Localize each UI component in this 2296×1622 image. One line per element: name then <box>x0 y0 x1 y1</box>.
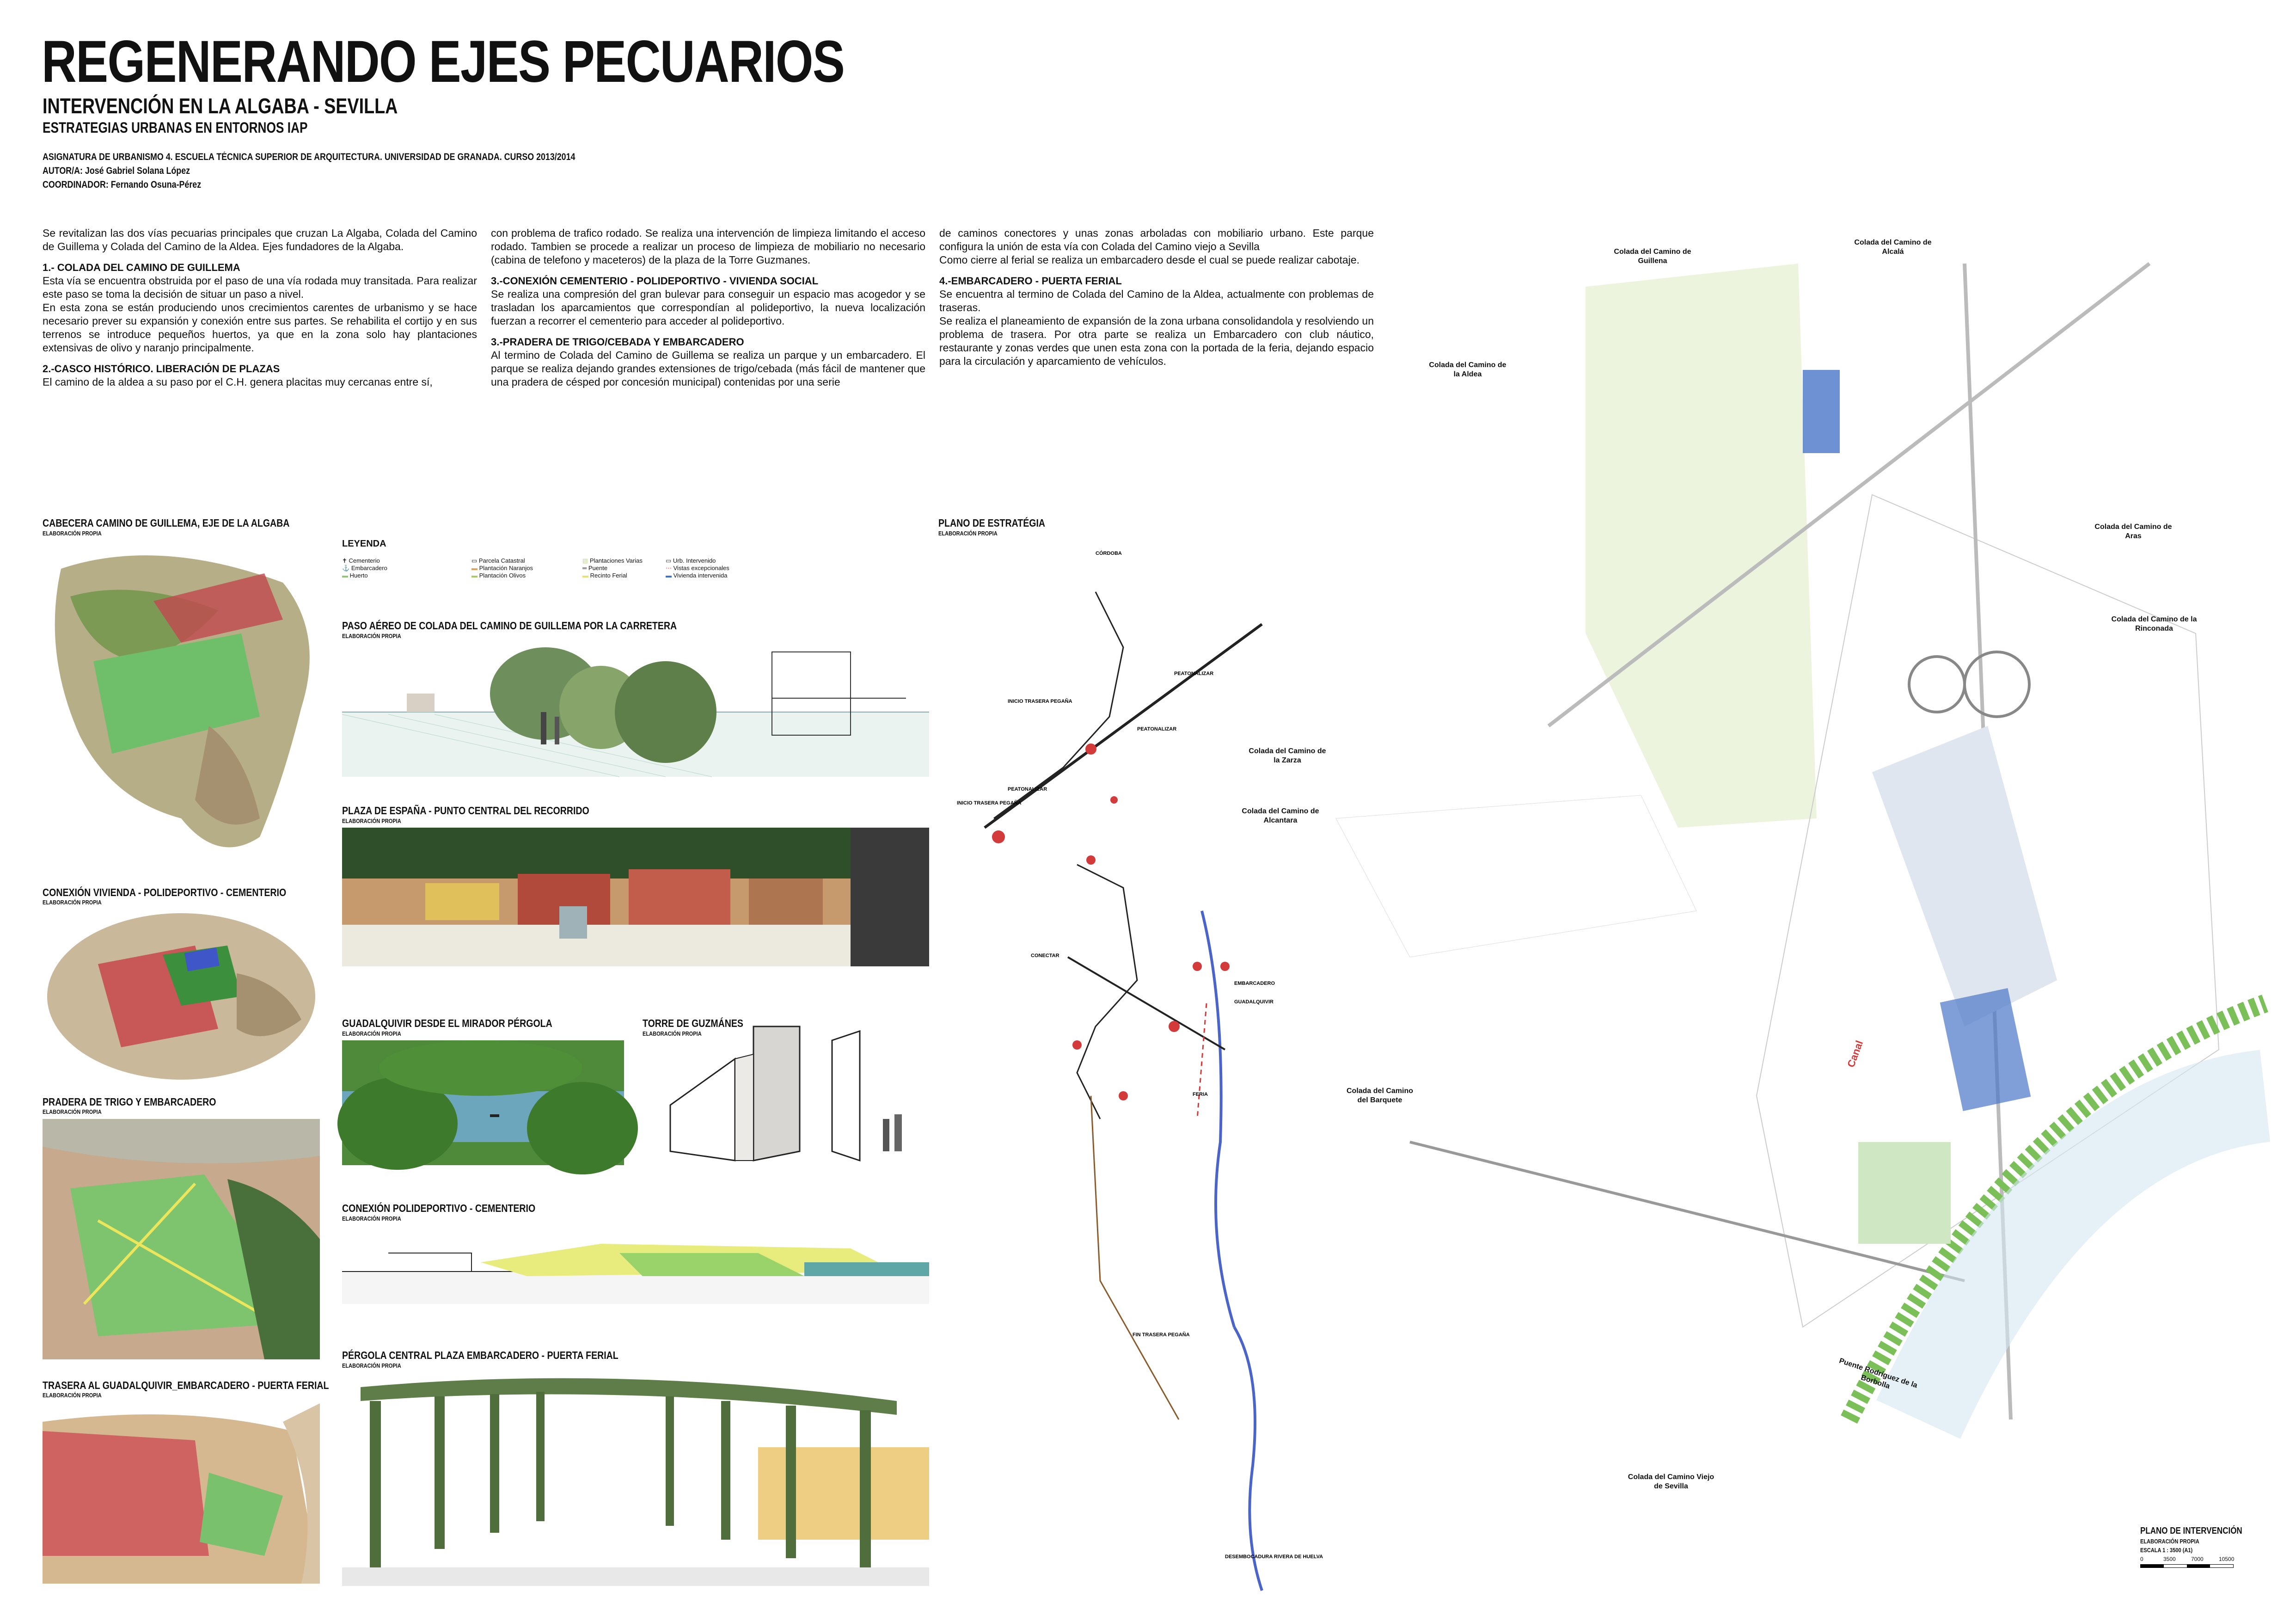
section-subtitle: ELABORACIÓN PROPIA <box>43 899 102 906</box>
scale-tick: 10500 <box>2219 1556 2235 1562</box>
strategy-map <box>938 541 1323 1591</box>
legend-item: Plantación Olivos <box>479 572 526 579</box>
intervention-map <box>1317 217 2288 1466</box>
page-subtitle: INTERVENCIÓN EN LA ALGABA - SEVILLA <box>43 94 398 118</box>
map-label: EMBARCADERO <box>1234 981 1275 986</box>
section-title: PLANO DE ESTRATÉGIA <box>938 517 1046 529</box>
map-label: FIN TRASERA PEGAÑA <box>1133 1332 1190 1338</box>
coordinator-info: COORDINADOR: Fernando Osuna-Pérez <box>43 179 202 190</box>
section-subtitle: ELABORACIÓN PROPIA <box>43 1108 102 1115</box>
legend-title: LEYENDA <box>342 539 386 549</box>
section-title: GUADALQUIVIR DESDE EL MIRADOR PÉRGOLA <box>342 1017 552 1029</box>
section-drawing-paso-aereo <box>342 643 929 777</box>
scale-tick: 7000 <box>2191 1556 2204 1562</box>
legend-item: Urb. Intervenido <box>673 557 716 564</box>
map-label: Canal <box>1845 1038 1866 1069</box>
paragraph: Se realiza una compresión del gran bulevar para conseguir un espacio mas acogedor y se trasladan los aparcamientos que correspondían al polideportivo, la nueva localización fuerzan a recorrer el cementerio para acceder al polideportivo. <box>491 288 925 327</box>
legend-item: Puente <box>588 565 608 571</box>
render-pergola <box>342 1373 929 1586</box>
map-label: CÓRDOBA <box>1096 551 1122 556</box>
section-subtitle: ELABORACIÓN PROPIA <box>43 530 102 537</box>
paragraph: Esta vía se encuentra obstruida por el paso de una vía rodada muy transitada. Para realizar este paso se toma la decisión de situar un paso a nivel. <box>43 275 477 300</box>
scale-bar-graphic <box>2140 1564 2234 1568</box>
paragraph: de caminos conectores y unas zonas arboladas con mobiliario urbano. Este parque configura la unión de esta vía con Colada del Camino viejo a Sevilla <box>939 227 1374 252</box>
ferial-swatch-icon: ▬ <box>582 572 588 579</box>
naranjos-swatch-icon: ▬ <box>471 565 478 571</box>
map-label: CONECTAR <box>1031 953 1059 958</box>
course-info: ASIGNATURA DE URBANISMO 4. ESCUELA TÉCNICA SUPERIOR DE ARQUITECTURA. UNIVERSIDAD DE GRANADA. CURSO 2013/2014 <box>43 152 576 162</box>
photo-plaza-espana <box>342 828 929 966</box>
section-subtitle: ELABORACIÓN PROPIA <box>342 1215 401 1222</box>
section-heading: 3.-PRADERA DE TRIGO/CEBADA Y EMBARCADERO <box>491 336 744 348</box>
section-heading: 4.-EMBARCADERO - PUERTA FERIAL <box>939 275 1122 287</box>
section-drawing-polideportivo <box>342 1225 929 1304</box>
cross-icon: ✝ <box>342 557 347 564</box>
legend-item: Vivienda intervenida <box>673 572 728 579</box>
anchor-icon: ⚓ <box>342 565 350 571</box>
urb-swatch-icon: ▭ <box>666 557 672 564</box>
scale-bar <box>2140 1556 2242 1570</box>
paragraph: con problema de trafico rodado. Se realiza una intervención de limpieza limitando el acceso rodado. Tambien se procede a realizar un proceso de limpieza de mobiliario no necesario (cabina de telefono y maceteros) de la plaza de la Torre Guzmanes. <box>491 227 925 266</box>
views-icon: ⋯ <box>666 565 672 571</box>
huerto-swatch-icon: ▬ <box>342 572 348 579</box>
legend-item: Embarcadero <box>351 565 387 571</box>
legend-item: Recinto Ferial <box>590 572 627 579</box>
section-title: PÉRGOLA CENTRAL PLAZA EMBARCADERO - PUERTA FERIAL <box>342 1349 618 1361</box>
paragraph: En esta zona se están produciendo unos crecimientos carentes de urbanismo y se hace necesario prever su expansión y conexión entre sus partes. Se rehabilita el cortijo y en sus terrenos se introduce pequeños huertos, ya que en la zona solo hay plantaciones extensivas de olivo y naranjo principalmente. <box>43 301 477 354</box>
map-label: Colada del Camino de la Aldea <box>1429 361 1506 378</box>
section-title: PRADERA DE TRIGO Y EMBARCADERO <box>43 1096 216 1108</box>
section-subtitle: ELABORACIÓN PROPIA <box>938 530 998 537</box>
intro-paragraph: Se revitalizan las dos vías pecuarias principales que cruzan La Algaba, Colada del Camino de Guillema y Colada del Camino de la Aldea. Ejes fundadores de la Algaba. <box>43 227 477 252</box>
legend-item: Huerto <box>349 572 368 579</box>
section-subtitle: ELABORACIÓN PROPIA <box>342 1030 401 1037</box>
legend-item: Plantación Naranjos <box>479 565 533 571</box>
map-label: Colada del Camino de Aras <box>2094 523 2172 540</box>
map-label: PEATONALIZAR <box>1008 786 1047 792</box>
page-subtitle-secondary: ESTRATEGIAS URBANAS EN ENTORNOS IAP <box>43 119 308 136</box>
scale-tick: 3500 <box>2163 1556 2176 1562</box>
map-label: FERIA <box>1193 1092 1208 1097</box>
aerial-image-trasera <box>43 1403 320 1584</box>
sketch-torre-guzmanes <box>643 1013 929 1170</box>
paragraph: El camino de la aldea a su paso por el C.H. genera placitas muy cercanas entre sí, <box>43 376 433 388</box>
section-title: CONEXIÓN VIVIENDA - POLIDEPORTIVO - CEMENTERIO <box>43 886 287 898</box>
map-label: Puente Rodríguez de la Borbolla <box>1838 1357 1918 1391</box>
section-title: TRASERA AL GUADALQUIVIR_EMBARCADERO - PUERTA FERIAL <box>43 1379 329 1391</box>
map-label: DESEMBOCADURA RIVERA DE HUELVA <box>1225 1554 1323 1560</box>
paragraph: Como cierre al ferial se realiza un embarcadero desde el cual se puede realizar cabotaje. <box>939 254 1359 266</box>
section-title: PASO AÉREO DE COLADA DEL CAMINO DE GUILLEMA POR LA CARRETERA <box>342 620 677 632</box>
varias-swatch-icon: ▨ <box>582 557 588 564</box>
map-label: Colada del Camino de la Zarza <box>1249 747 1326 764</box>
section-subtitle: ELABORACIÓN PROPIA <box>342 817 401 824</box>
legend-item: Parcela Catastral <box>478 557 525 564</box>
map-label: Colada del Camino Viejo de Sevilla <box>1628 1473 1714 1490</box>
aerial-image-guillema <box>43 541 320 865</box>
section-heading: 3.-CONEXIÓN CEMENTERIO - POLIDEPORTIVO - VIVIENDA SOCIAL <box>491 275 819 287</box>
section-subtitle: ELABORACIÓN PROPIA <box>643 1030 702 1037</box>
section-title: PLAZA DE ESPAÑA - PUNTO CENTRAL DEL RECORRIDO <box>342 805 589 817</box>
legend-item: Vistas excepcionales <box>673 565 729 571</box>
plan-subtitle: ELABORACIÓN PROPIA <box>2140 1538 2199 1545</box>
paragraph: Se encuentra al termino de Colada del Camino de la Aldea, actualmente con problemas de traseras. <box>939 288 1374 313</box>
legend-item: Plantaciones Varias <box>589 557 643 564</box>
plan-scale: ESCALA 1 : 3500 (A1) <box>2140 1547 2193 1554</box>
page-title: REGENERANDO EJES PECUARIOS <box>42 29 845 95</box>
map-label: Colada del Camino de la Rinconada <box>2111 615 2197 633</box>
section-title: TORRE DE GUZMÁNES <box>643 1017 743 1029</box>
section-title: CABECERA CAMINO DE GUILLEMA, EJE DE LA ALGABA <box>43 517 290 529</box>
legend <box>342 557 804 585</box>
map-label: Colada del Camino del Barquete <box>1346 1087 1414 1104</box>
text-column-2 <box>491 227 925 389</box>
bridge-icon: ═ <box>582 565 587 571</box>
paragraph: Se realiza el planeamiento de expansión de la zona urbana consolidandola y resolviendo un problema de trasera. Por otra parte se realiza un Embarcadero con club náutico, restaurante y zonas verdes que unen esta zona con la portada de la feria, dejando espacio para la circulación y aparcamiento de vehículos. <box>939 315 1374 367</box>
text-column-1 <box>43 227 477 389</box>
vivienda-swatch-icon: ▬ <box>666 572 672 579</box>
author-info: AUTOR/A: José Gabriel Solana López <box>43 166 190 176</box>
section-subtitle: ELABORACIÓN PROPIA <box>43 1392 102 1399</box>
section-subtitle: ELABORACIÓN PROPIA <box>342 633 401 639</box>
map-label: Colada del Camino de Alcantara <box>1242 807 1319 824</box>
plan-title: PLANO DE INTERVENCIÓN <box>2140 1526 2242 1536</box>
map-label: INICIO TRASERA PEGAÑA <box>957 800 1022 806</box>
section-heading: 2.-CASCO HISTÓRICO. LIBERACIÓN DE PLAZAS <box>43 363 280 375</box>
text-column-3 <box>939 227 1374 368</box>
map-label: Colada del Camino de Guillena <box>1614 248 1691 265</box>
legend-item: Cementerio <box>349 557 380 564</box>
section-heading: 1.- COLADA DEL CAMINO DE GUILLEMA <box>43 262 240 273</box>
aerial-image-polideportivo <box>43 909 320 1084</box>
paragraph: Al termino de Colada del Camino de Guillema se realiza un parque y un embarcadero. El parque se realiza dejando grandes extensiones de trigo/cebada (más fácil de mantener que una pradera de césped por concesión municipal) contenidas por una serie <box>491 349 925 388</box>
photo-guadalquivir <box>342 1040 624 1165</box>
map-label: Colada del Camino de Alcalá <box>1854 239 1932 256</box>
map-label: PEATONALIZAR <box>1174 671 1214 676</box>
parcel-swatch-icon: ▭ <box>471 557 478 564</box>
map-label: INICIO TRASERA PEGAÑA <box>1008 699 1072 704</box>
aerial-image-pradera <box>43 1119 320 1359</box>
section-title: CONEXIÓN POLIDEPORTIVO - CEMENTERIO <box>342 1202 536 1214</box>
map-label: GUADALQUIVIR <box>1234 999 1274 1005</box>
map-label: PEATONALIZAR <box>1137 726 1177 732</box>
section-subtitle: ELABORACIÓN PROPIA <box>342 1362 401 1369</box>
scale-tick: 0 <box>2140 1556 2143 1562</box>
olivos-swatch-icon: ▬ <box>471 572 478 579</box>
